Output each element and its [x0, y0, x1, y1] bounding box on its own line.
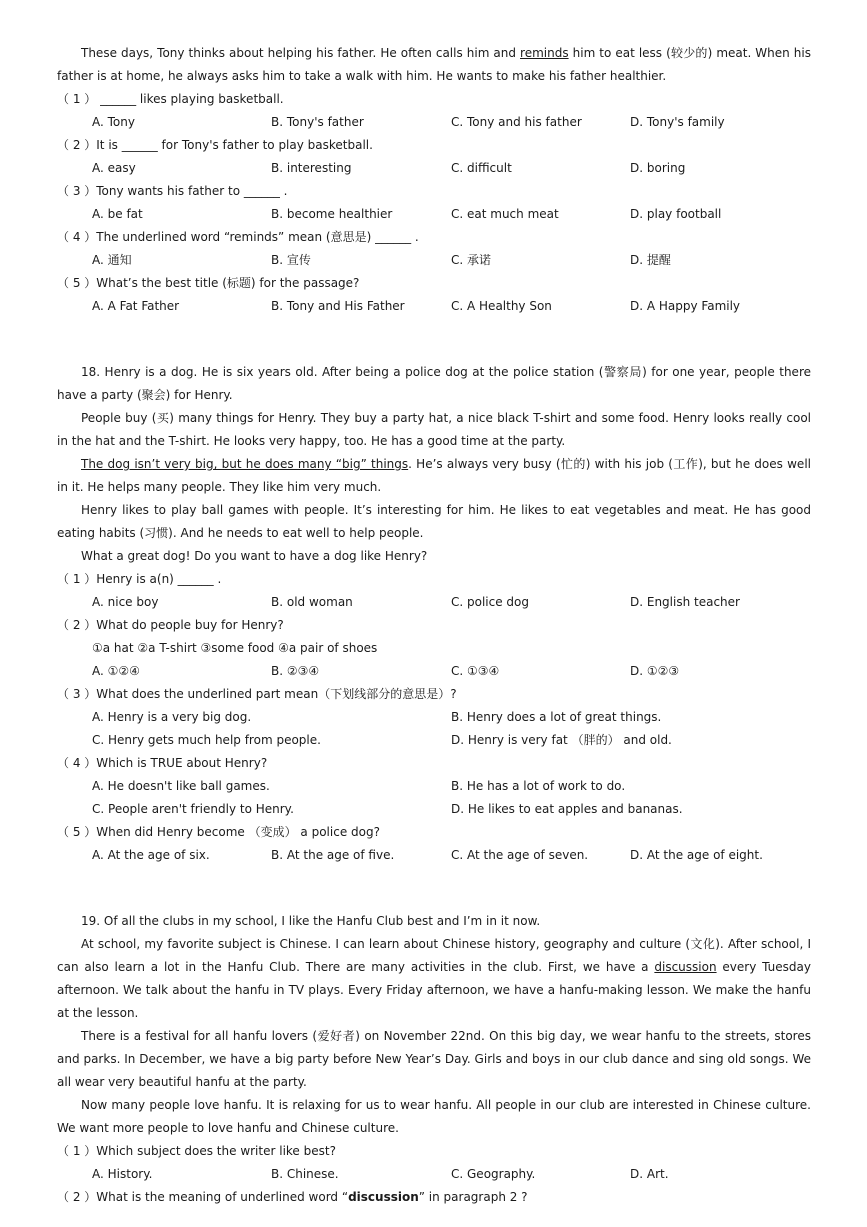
question-17-3: （ 3 ）Tony wants his father to ______ .: [57, 184, 288, 198]
question-17-5: （ 5 ）What’s the best title (标题) for the passage?: [57, 276, 360, 290]
option-a[interactable]: A. Tony: [92, 115, 135, 129]
question-18-2: （ 2 ）What do people buy for Henry?: [57, 618, 284, 632]
option-a[interactable]: A. 通知: [92, 253, 132, 267]
section-gap: [57, 318, 811, 361]
option-d[interactable]: D. Tony's family: [630, 115, 725, 129]
option-b[interactable]: B. ②③④: [271, 664, 320, 678]
option-b[interactable]: B. Chinese.: [271, 1167, 339, 1181]
option-b[interactable]: B. Henry does a lot of great things.: [451, 710, 662, 724]
option-a[interactable]: A. At the age of six.: [92, 848, 210, 862]
option-d[interactable]: D. At the age of eight.: [630, 848, 763, 862]
option-c[interactable]: C. difficult: [451, 161, 512, 175]
option-b[interactable]: B. Tony's father: [271, 115, 364, 129]
option-c[interactable]: C. Henry gets much help from people.: [92, 733, 321, 747]
bold-word: discussion: [348, 1190, 419, 1204]
underlined-part: The dog isn’t very big, but he does many “big” things: [81, 457, 409, 471]
option-a[interactable]: A. easy: [92, 161, 136, 175]
passage-18-paragraph-5: What a great dog! Do you want to have a dog like Henry?: [81, 549, 428, 563]
options-17-2: [57, 157, 811, 180]
option-c[interactable]: C. eat much meat: [451, 207, 559, 221]
question-18-5: （ 5 ）When did Henry become （变成） a police dog?: [57, 825, 380, 839]
option-c[interactable]: C. Geography.: [451, 1167, 536, 1181]
question-17-2: （ 2 ）It is ______ for Tony's father to play basketball.: [57, 138, 373, 152]
option-b[interactable]: B. become healthier: [271, 207, 393, 221]
option-d[interactable]: D. play football: [630, 207, 722, 221]
passage-18-paragraph-3: The dog isn’t very big, but he does many “big” things. He’s always very busy (忙的) with his job (工作), but he does well in it. He helps many people. They like him very much.: [57, 457, 811, 494]
question-17-1: （ 1 ） ______ likes playing basketball.: [57, 92, 284, 106]
underlined-word-discussion: discussion: [654, 960, 717, 974]
passage-18-paragraph-2: People buy (买) many things for Henry. They buy a party hat, a nice black T-shirt and some food. Henry looks really cool in the hat and the T-shirt. He looks very happy, too. He has a good time at the party.: [57, 411, 811, 448]
options-17-5: [57, 295, 811, 318]
passage-19-paragraph-3: There is a festival for all hanfu lovers (爱好者) on November 22nd. On this big day, we wear hanfu to the streets, stores and parks. In December, we have a big party before New Year’s Day. Girls and boys in our club dance and sing old songs. We all wear very beautiful hanfu at the party.: [57, 1029, 811, 1089]
option-b[interactable]: B. 宣传: [271, 253, 311, 267]
options-18-4-row-2: [57, 798, 811, 821]
options-18-5: [57, 844, 811, 867]
options-18-2: [57, 660, 811, 683]
options-19-1: [57, 1163, 811, 1186]
option-c[interactable]: C. 承诺: [451, 253, 492, 267]
option-a[interactable]: A. ①②④: [92, 664, 140, 678]
option-c[interactable]: C. A Healthy Son: [451, 299, 552, 313]
options-17-4: [57, 249, 811, 272]
option-d[interactable]: D. 提醒: [630, 253, 671, 267]
option-b[interactable]: B. At the age of five.: [271, 848, 395, 862]
passage-18-paragraph-1: 18. Henry is a dog. He is six years old. After being a police dog at the police station (警察局) for one year, people there have a party (聚会) for Henry.: [57, 365, 811, 402]
question-19-1: （ 1 ）Which subject does the writer like best?: [57, 1144, 336, 1158]
option-c[interactable]: C. ①③④: [451, 664, 500, 678]
passage-17-paragraph: These days, Tony thinks about helping his father. He often calls him and reminds him to eat less (较少的) meat. When his father is at home, he always asks him to take a walk with him. He wants to make his father healthier.: [57, 46, 811, 83]
option-c[interactable]: C. police dog: [451, 595, 530, 609]
option-a[interactable]: A. be fat: [92, 207, 143, 221]
question-18-3: （ 3 ）What does the underlined part mean（下划线部分的意思是）?: [57, 687, 457, 701]
option-a[interactable]: A. A Fat Father: [92, 299, 180, 313]
option-c[interactable]: C. At the age of seven.: [451, 848, 589, 862]
option-a[interactable]: A. nice boy: [92, 595, 159, 609]
options-17-1: [57, 111, 811, 134]
option-c[interactable]: C. People aren't friendly to Henry.: [92, 802, 294, 816]
option-d[interactable]: D. A Happy Family: [630, 299, 741, 313]
options-18-3-row-1: [57, 706, 811, 729]
option-a[interactable]: A. Henry is a very big dog.: [92, 710, 252, 724]
option-d[interactable]: D. boring: [630, 161, 686, 175]
option-a[interactable]: A. History.: [92, 1167, 153, 1181]
passage-19-paragraph-4: Now many people love hanfu. It is relaxing for us to wear hanfu. All people in our club are interested in Chinese culture. We want more people to love hanfu and Chinese culture.: [57, 1098, 811, 1135]
options-18-3-row-2: [57, 729, 811, 752]
passage-19-paragraph-2: At school, my favorite subject is Chinese. I can learn about Chinese history, geography and culture (文化). After school, I can also learn a lot in the Hanfu Club. There are many activities in the club. First, we have a discussion every Tuesday afternoon. We talk about the hanfu in TV plays. Every Friday afternoon, we have a hanfu-making lesson. We make the hanfu at the lesson.: [57, 937, 811, 1020]
passage-19-paragraph-1: 19. Of all the clubs in my school, I like the Hanfu Club best and I’m in it now.: [81, 914, 541, 928]
option-b[interactable]: B. old woman: [271, 595, 353, 609]
passage-18-paragraph-4: Henry likes to play ball games with people. It’s interesting for him. He likes to eat vegetables and meat. He has good eating habits (习惯). And he needs to eat well to help people.: [57, 503, 811, 540]
worksheet-page: [57, 42, 811, 1209]
question-19-2: （ 2 ）What is the meaning of underlined word “discussion” in paragraph 2 ?: [57, 1190, 528, 1204]
options-18-4-row-1: [57, 775, 811, 798]
option-d[interactable]: D. Henry is very fat （胖的） and old.: [451, 733, 672, 747]
option-d[interactable]: D. Art.: [630, 1167, 669, 1181]
underlined-word-reminds: reminds: [520, 46, 569, 60]
option-a[interactable]: A. He doesn't like ball games.: [92, 779, 270, 793]
option-d[interactable]: D. He likes to eat apples and bananas.: [451, 802, 683, 816]
options-18-1: [57, 591, 811, 614]
option-b[interactable]: B. interesting: [271, 161, 352, 175]
question-18-1: （ 1 ）Henry is a(n) ______ .: [57, 572, 222, 586]
question-18-2-items: ①a hat ②a T-shirt ③some food ④a pair of shoes: [92, 641, 378, 655]
option-d[interactable]: D. English teacher: [630, 595, 740, 609]
question-18-4: （ 4 ）Which is TRUE about Henry?: [57, 756, 268, 770]
option-c[interactable]: C. Tony and his father: [451, 115, 582, 129]
section-gap: [57, 867, 811, 910]
question-17-4: （ 4 ）The underlined word “reminds” mean (意思是) ______ .: [57, 230, 419, 244]
option-b[interactable]: B. He has a lot of work to do.: [451, 779, 626, 793]
option-b[interactable]: B. Tony and His Father: [271, 299, 405, 313]
option-d[interactable]: D. ①②③: [630, 664, 680, 678]
options-17-3: [57, 203, 811, 226]
